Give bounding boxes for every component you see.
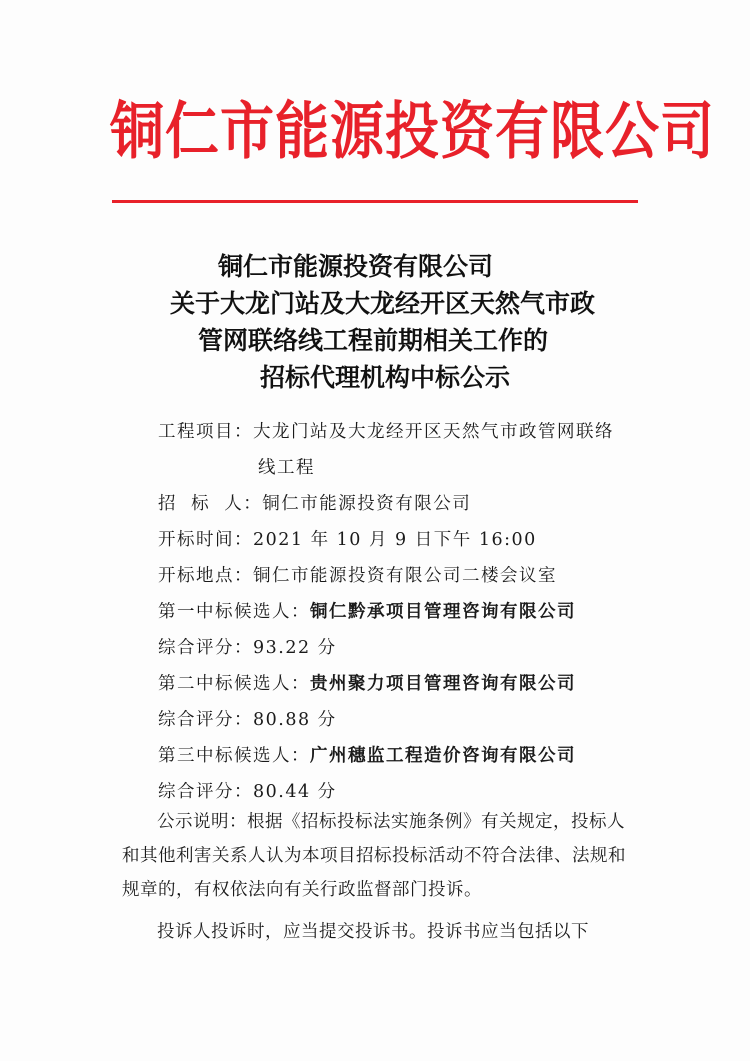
candidate-1-row [158, 594, 648, 630]
candidate-1-score: 93.22 分 [253, 638, 337, 658]
notice-section [122, 805, 642, 949]
candidate-2-name: 贵州聚力项目管理咨询有限公司 [310, 674, 576, 694]
announcement-body [158, 414, 648, 810]
candidate-1-score-label: 综合评分： [158, 638, 253, 658]
open-place-label: 开标地点： [158, 566, 253, 586]
open-place-value: 铜仁市能源投资有限公司二楼会议室 [253, 566, 557, 586]
title-line-2: 关于大龙门站及大龙经开区天然气市政 [170, 289, 596, 318]
open-place-row [158, 558, 648, 594]
candidate-3-name: 广州穗监工程造价咨询有限公司 [310, 746, 576, 766]
candidate-1-name: 铜仁黔承项目管理咨询有限公司 [310, 602, 576, 622]
bidder-label: 招 标 人： [158, 494, 263, 514]
bidder-row [158, 486, 648, 522]
candidate-1-rank-label: 第一中标候选人： [158, 602, 310, 622]
letterhead-red-rule [112, 200, 638, 203]
project-row [158, 414, 648, 450]
open-time-row [158, 522, 648, 558]
bidder-value: 铜仁市能源投资有限公司 [262, 494, 472, 514]
project-value-line-2: 线工程 [258, 458, 315, 478]
open-time-value: 2021 年 10 月 9 日下午 16:00 [253, 530, 537, 550]
project-label: 工程项目： [158, 422, 253, 442]
candidate-3-score-label: 综合评分： [158, 782, 253, 802]
complaint-paragraph: 投诉人投诉时，应当提交投诉书。投诉书应当包括以下 [157, 922, 589, 942]
candidate-2-score-label: 综合评分： [158, 710, 253, 730]
candidate-2-score: 80.88 分 [253, 710, 337, 730]
title-line-4: 招标代理机构中标公示 [260, 363, 511, 392]
candidate-3-row [158, 738, 648, 774]
project-value-line-1: 大龙门站及大龙经开区天然气市政管网联络 [253, 422, 614, 442]
notice-paragraph: 公示说明：根据《招标投标法实施条例》有关规定，投标人和其他利害关系人认为本项目招标投标活动不符合法律、法规和规章的，有权依法向有关行政监督部门投诉。 [122, 812, 626, 900]
candidate-1-score-row [158, 630, 648, 666]
document-title [140, 248, 610, 396]
candidate-2-row [158, 666, 648, 702]
title-line-3: 管网联络线工程前期相关工作的 [198, 326, 549, 355]
letterhead-company-name: 铜仁市能源投资有限公司 [110, 95, 715, 168]
project-row-continued [158, 450, 648, 486]
open-time-label: 开标时间： [158, 530, 253, 550]
candidate-2-rank-label: 第二中标候选人： [158, 674, 310, 694]
candidate-2-score-row [158, 702, 648, 738]
candidate-3-rank-label: 第三中标候选人： [158, 746, 310, 766]
title-line-1: 铜仁市能源投资有限公司 [218, 252, 494, 281]
candidate-3-score: 80.44 分 [253, 782, 337, 802]
